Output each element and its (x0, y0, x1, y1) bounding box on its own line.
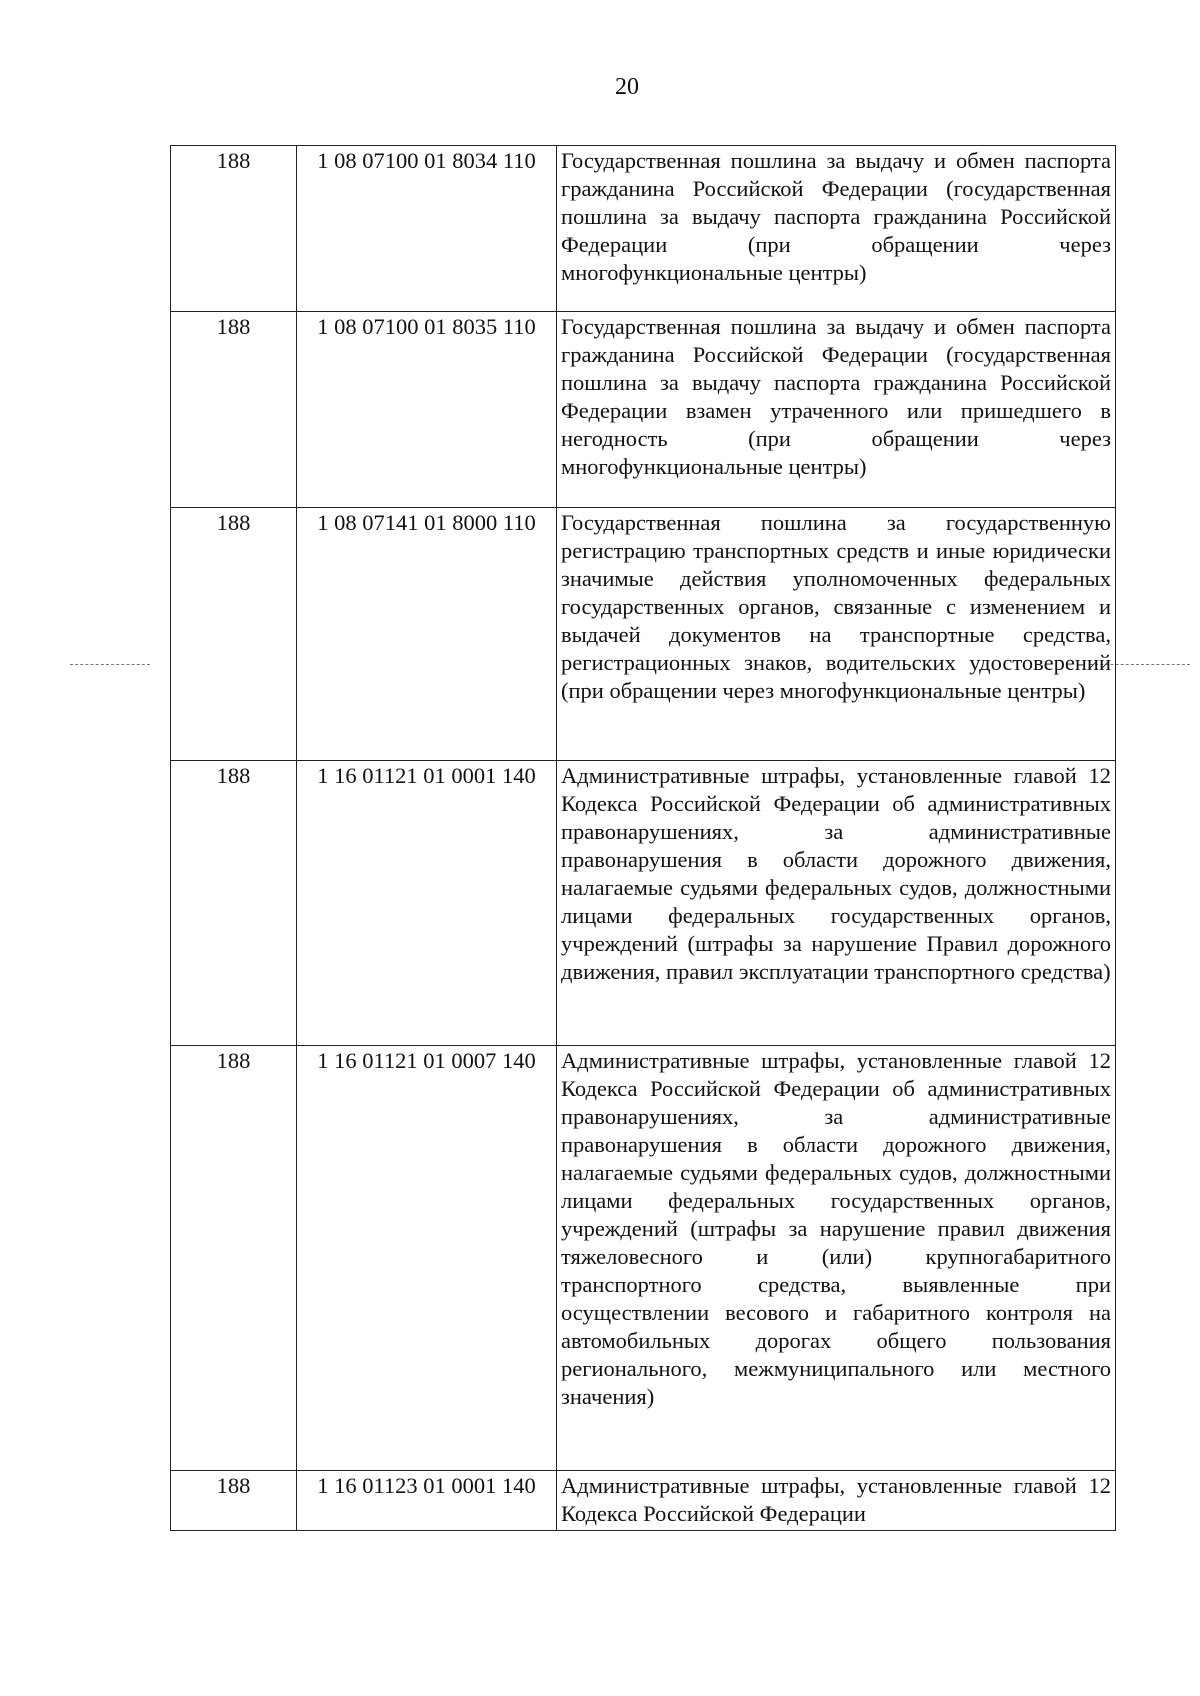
budget-code-cell: 1 16 01123 01 0001 140 (297, 1471, 557, 1531)
revenue-name-cell: Административные штрафы, установленные главой 12 Кодекса Российской Федерации об административных правонарушениях, за административные правонарушения в области дорожного движения, налагаемые судьями федеральных судов, должностными лицами федеральных государственных органов, учреждений (штрафы за нарушение правил движения тяжеловесного и (или) крупногабаритного транспортного средства, выявленные при осуществлении весового и габаритного контроля на автомобильных дорогах общего пользования регионального, межмуниципального или местного значения) (557, 1046, 1116, 1471)
admin-code-cell: 188 (171, 508, 297, 761)
budget-code-cell: 1 16 01121 01 0007 140 (297, 1046, 557, 1471)
table-row (171, 761, 1116, 1046)
admin-code-cell: 188 (171, 1471, 297, 1531)
table-row (171, 146, 1116, 312)
admin-code-cell: 188 (171, 146, 297, 312)
revenue-name-cell: Административные штрафы, установленные главой 12 Кодекса Российской Федерации (557, 1471, 1116, 1531)
budget-code-cell: 1 08 07100 01 8034 110 (297, 146, 557, 312)
revenue-name-cell: Государственная пошлина за выдачу и обмен паспорта гражданина Российской Федерации (государственная пошлина за выдачу паспорта гражданина Российской Федерации (при обращении через многофункциональные центры) (557, 146, 1116, 312)
admin-code-cell: 188 (171, 1046, 297, 1471)
scan-artifact-left (70, 664, 150, 665)
table-row (171, 1046, 1116, 1471)
budget-codes-table (170, 145, 1116, 1531)
table-row (171, 312, 1116, 508)
admin-code-cell: 188 (171, 312, 297, 508)
revenue-name-cell: Государственная пошлина за выдачу и обмен паспорта гражданина Российской Федерации (государственная пошлина за выдачу паспорта гражданина Российской Федерации взамен утраченного или пришедшего в негодность (при обращении через многофункциональные центры) (557, 312, 1116, 508)
table-row (171, 508, 1116, 761)
budget-code-cell: 1 08 07141 01 8000 110 (297, 508, 557, 761)
admin-code-cell: 188 (171, 761, 297, 1046)
revenue-name-cell: Административные штрафы, установленные главой 12 Кодекса Российской Федерации об административных правонарушениях, за административные правонарушения в области дорожного движения, налагаемые судьями федеральных судов, должностными лицами федеральных государственных органов, учреждений (штрафы за нарушение Правил дорожного движения, правил эксплуатации транспортного средства) (557, 761, 1116, 1046)
page-number: 20 (615, 74, 639, 100)
budget-code-cell: 1 16 01121 01 0001 140 (297, 761, 557, 1046)
revenue-name-cell: Государственная пошлина за государственную регистрацию транспортных средств и иные юридически значимые действия уполномоченных федеральных государственных органов, связанные с изменением и выдачей документов на транспортные средства, регистрационных знаков, водительских удостоверений (при обращении через многофункциональные центры) (557, 508, 1116, 761)
table-row (171, 1471, 1116, 1531)
budget-code-cell: 1 08 07100 01 8035 110 (297, 312, 557, 508)
